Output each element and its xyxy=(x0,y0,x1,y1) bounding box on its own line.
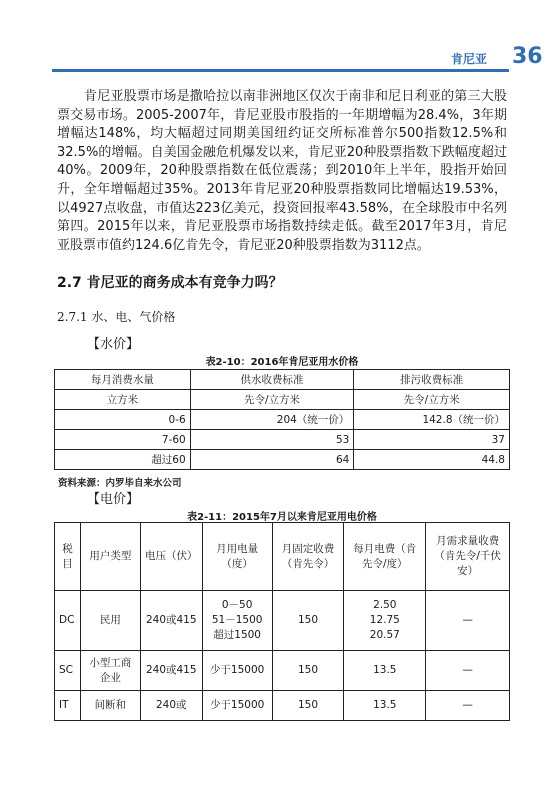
rate-tier: 20.57 xyxy=(369,629,400,641)
table-cell xyxy=(202,591,272,651)
table-cell: DC xyxy=(55,591,81,651)
table-row xyxy=(55,390,510,410)
table-cell: 240或415 xyxy=(140,651,202,691)
table-cell: SC xyxy=(55,651,81,691)
table-cell: 150 xyxy=(272,651,344,691)
table-cell: 240或 xyxy=(140,691,202,721)
header-cell: 税目 xyxy=(55,523,81,591)
table-cell: 44.8 xyxy=(354,450,510,470)
table-cell: 小型工商企业 xyxy=(80,651,140,691)
electricity-label: 【电价】 xyxy=(87,492,140,507)
table-source-note: 资料来源：内罗毕自来水公司 xyxy=(58,478,182,489)
section-heading: 2.7 肯尼亚的商务成本有竞争力吗？ xyxy=(57,275,283,291)
header-cell: 电压（伏） xyxy=(140,523,202,591)
table-cell: 13.5 xyxy=(344,651,426,691)
table-cell: 53 xyxy=(190,430,354,450)
header-cell: 每月消费水量 xyxy=(55,370,191,390)
unit-cell: 立方米 xyxy=(55,390,191,410)
water-label: 【水价】 xyxy=(87,337,140,352)
water-price-table xyxy=(54,369,510,470)
table-row xyxy=(55,450,510,470)
body-paragraph: 肯尼亚股票市场是撒哈拉以南非洲地区仅次于南非和尼日利亚的第三大股票交易市场。2005-2007年，肯尼亚股市股指的一年期增幅为28.4%，3年期增幅达148%，均大幅超过同期美国纽约证交所标准普尔500指数12.5%和32.5%的增幅。自美国金融危机爆发以来，肯尼亚20种股票指数下跌幅度超过40%。2009年，20种股票指数在低位震荡；到2010年上半年，股指开始回升，全年增幅超过35%。2013年肯尼亚20种股票指数同比增幅达19.53%，以4927点收盘，市值达223亿美元，投资回报率43.58%，在全球股市中名列第四。2015年以来，肯尼亚股票市场指数持续走低。截至2017年3月，肯尼亚股票市值约124.6亿肯先令，肯尼亚20种股票指数为3112点。 xyxy=(57,89,507,253)
table-cell: 间断和 xyxy=(80,691,140,721)
table-cell: 150 xyxy=(272,591,344,651)
table-cell: 超过60 xyxy=(55,450,191,470)
table-row xyxy=(55,651,510,691)
table-cell: 13.5 xyxy=(344,691,426,721)
header-cell: 月用电量（度） xyxy=(202,523,272,591)
header-cell: 月固定收费（肯先令） xyxy=(272,523,344,591)
table-cell: 少于15000 xyxy=(202,651,272,691)
table-cell: 37 xyxy=(354,430,510,450)
table-cell: — xyxy=(426,691,510,721)
unit-cell: 先令/立方米 xyxy=(190,390,354,410)
header-cell: 用户类型 xyxy=(80,523,140,591)
electricity-table-caption: 表2-11：2015年7月以来肯尼亚用电价格 xyxy=(187,512,377,523)
table-cell: 7-60 xyxy=(55,430,191,450)
usage-tier: 0－50 xyxy=(221,599,253,611)
table-cell: 0-6 xyxy=(55,410,191,430)
usage-tier: 51－1500 xyxy=(211,614,263,626)
water-table-caption: 表2-10：2016年肯尼亚用水价格 xyxy=(205,357,359,368)
electricity-price-table xyxy=(54,522,510,721)
header-cell: 排污收费标准 xyxy=(354,370,510,390)
subsection-heading: 2.7.1 水、电、气价格 xyxy=(57,310,176,324)
table-cell: 142.8（统一价） xyxy=(354,410,510,430)
rate-tier: 2.50 xyxy=(373,599,397,611)
table-cell xyxy=(344,591,426,651)
header-cell: 每月电费（肯先令/度） xyxy=(344,523,426,591)
running-header-section: 肯尼亚 xyxy=(451,52,488,66)
table-row xyxy=(55,430,510,450)
table-cell: IT xyxy=(55,691,81,721)
rate-tier: 12.75 xyxy=(369,614,400,626)
table-row xyxy=(55,591,510,651)
table-cell: 少于15000 xyxy=(202,691,272,721)
table-row xyxy=(55,410,510,430)
unit-cell: 先令/立方米 xyxy=(354,390,510,410)
table-row xyxy=(55,370,510,390)
table-cell: 民用 xyxy=(80,591,140,651)
table-cell: 64 xyxy=(190,450,354,470)
header-cell: 供水收费标准 xyxy=(190,370,354,390)
header-cell: 月需求量收费（肯先令/千伏安） xyxy=(426,523,510,591)
table-cell: 240或415 xyxy=(140,591,202,651)
table-cell: 204（统一价） xyxy=(190,410,354,430)
header-rule xyxy=(52,69,509,72)
table-cell: — xyxy=(426,591,510,651)
table-cell: 150 xyxy=(272,691,344,721)
table-cell: — xyxy=(426,651,510,691)
table-row xyxy=(55,523,510,591)
page-number: 36 xyxy=(512,44,543,69)
table-row xyxy=(55,691,510,721)
usage-tier: 超过1500 xyxy=(213,629,261,641)
